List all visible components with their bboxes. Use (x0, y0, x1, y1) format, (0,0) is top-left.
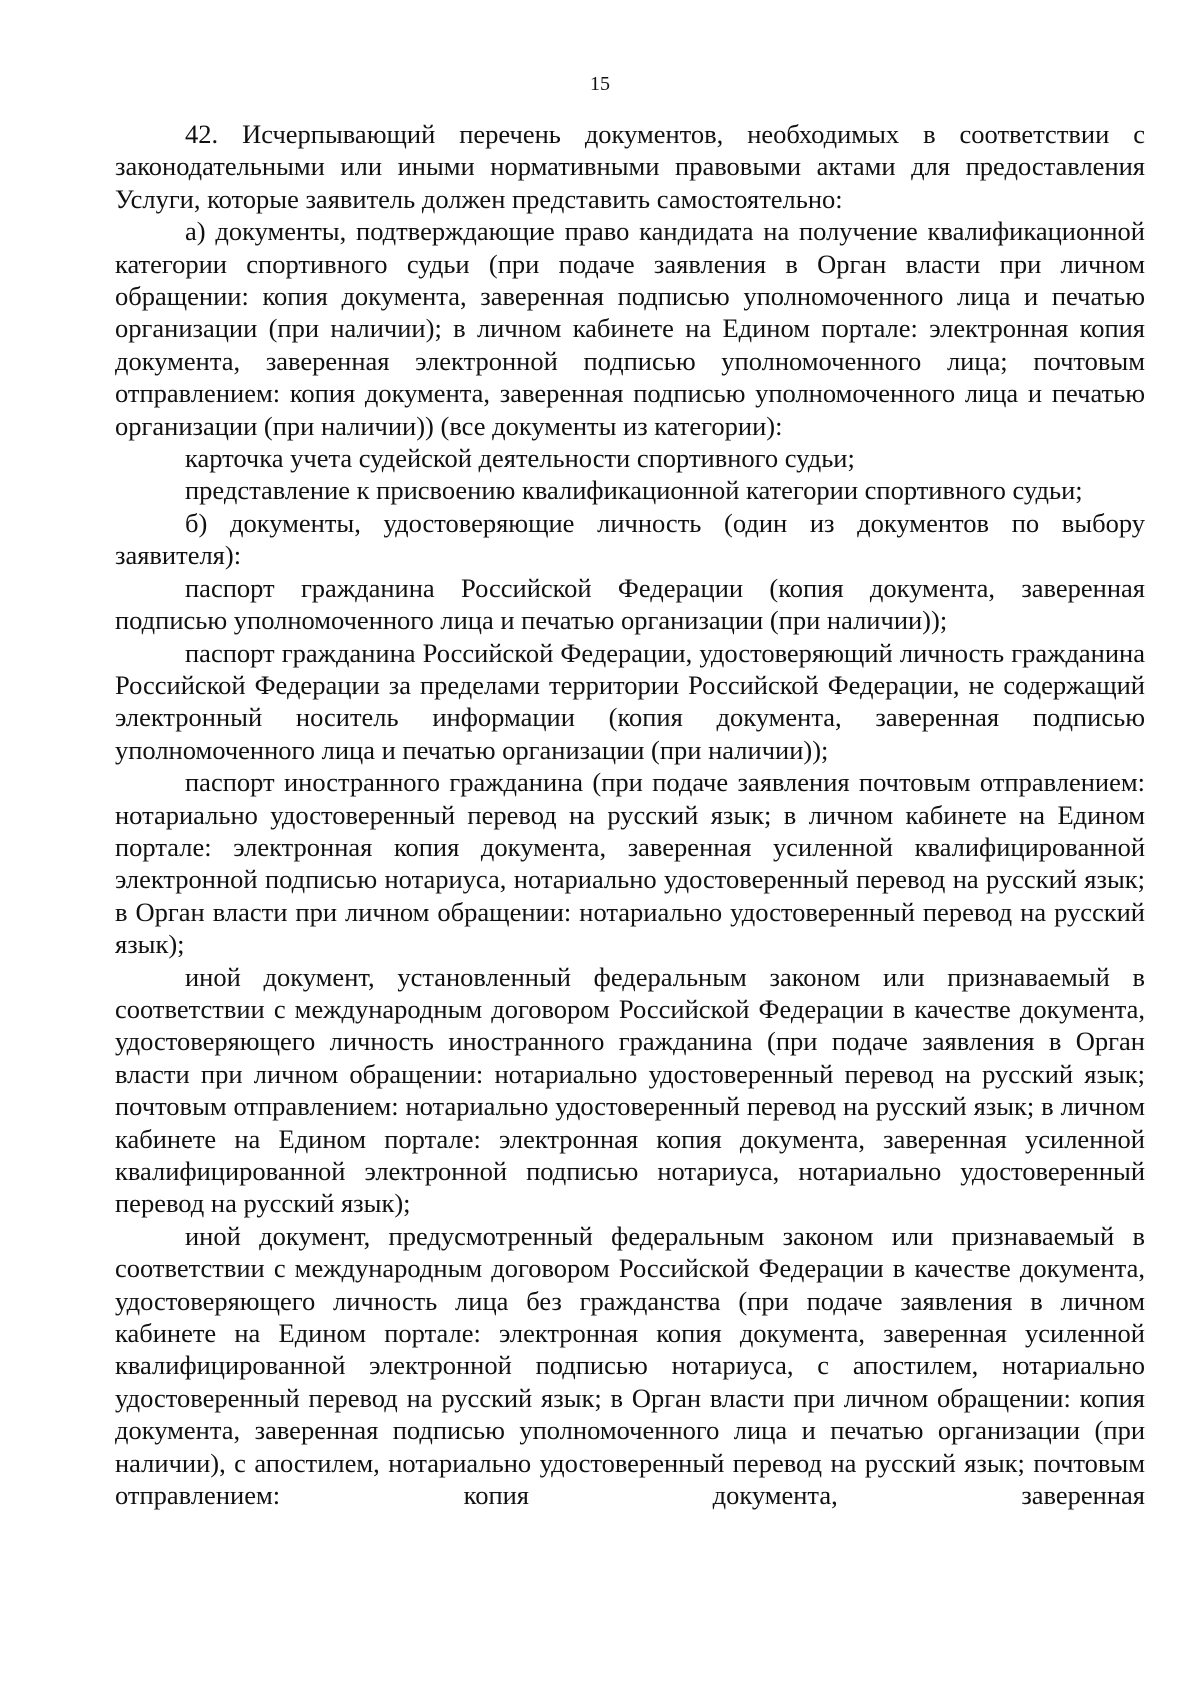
paragraph-b-identity-documents: б) документы, удостоверяющие личность (один из документов по выбору заявителя): (115, 507, 1145, 571)
document-body (115, 118, 1145, 1511)
page-number: 15 (590, 73, 610, 95)
paragraph-category-submission: представление к присвоению квалификационной категории спортивного судьи; (185, 475, 1083, 506)
paragraph-a-candidate-documents: а) документы, подтверждающие право кандидата на получение квалификационной категории спортивного судьи (при подаче заявления в Орган власти при личном обращении: копия документа, заверенная подписью уполномоченного лица и печатью организации (при наличии); в личном кабинете на Едином портале: электронная копия документа, заверенная электронной подписью уполномоченного лица; почтовым отправлением: копия документа, заверенная подписью уполномоченного лица и печатью организации (при наличии)) (все документы из категории): (115, 216, 1145, 441)
paragraph-referee-card: карточка учета судейской деятельности спортивного судьи; (185, 443, 855, 474)
paragraph-42-intro: 42. Исчерпывающий перечень документов, необходимых в соответствии с законодательными или иными нормативными правовыми актами для предоставления Услуги, которые заявитель должен представить самостоятельно: (115, 119, 1145, 214)
paragraph-stateless-id: иной документ, предусмотренный федеральным законом или признаваемый в соответствии с международным договором Российской Федерации в качестве документа, удостоверяющего личность лица без гражданства (при подаче заявления в личном кабинете на Едином портале: электронная копия документа, заверенная усиленной квалифицированной электронной подписью нотариуса, с апостилем, нотариально удостоверенный перевод на русский язык; в Орган власти при личном обращении: копия документа, заверенная подписью уполномоченного лица и печатью организации (при наличии), с апостилем, нотариально удостоверенный перевод на русский язык; почтовым отправлением: копия документа, заверенная (115, 1220, 1145, 1511)
paragraph-foreign-citizen-passport: паспорт иностранного гражданина (при подаче заявления почтовым отправлением: нотариально удостоверенный перевод на русский язык; в личном кабинете на Едином портале: электронная копия документа, заверенная усиленной квалифицированной электронной подписью нотариуса, нотариально удостоверенный перевод на русский язык; в Орган власти при личном обращении: нотариально удостоверенный перевод на русский язык); (115, 767, 1145, 960)
paragraph-rf-foreign-passport: паспорт гражданина Российской Федерации, удостоверяющий личность гражданина Российской Федерации за пределами территории Российской Федерации, не содержащий электронный носитель информации (копия документа, заверенная подписью уполномоченного лица и печатью организации (при наличии)); (115, 637, 1145, 765)
paragraph-other-foreign-id: иной документ, установленный федеральным законом или признаваемый в соответствии с международным договором Российской Федерации в качестве документа, удостоверяющего личность иностранного гражданина (при подаче заявления в Орган власти при личном обращении: нотариально удостоверенный перевод на русский язык; почтовым отправлением: нотариально удостоверенный перевод на русский язык; в личном кабинете на Едином портале: электронная копия документа, заверенная усиленной квалифицированной электронной подписью нотариуса, нотариально удостоверенный перевод на русский язык); (115, 961, 1145, 1219)
paragraph-rf-passport: паспорт гражданина Российской Федерации (копия документа, заверенная подписью уполномоченного лица и печатью организации (при наличии)); (115, 572, 1145, 636)
